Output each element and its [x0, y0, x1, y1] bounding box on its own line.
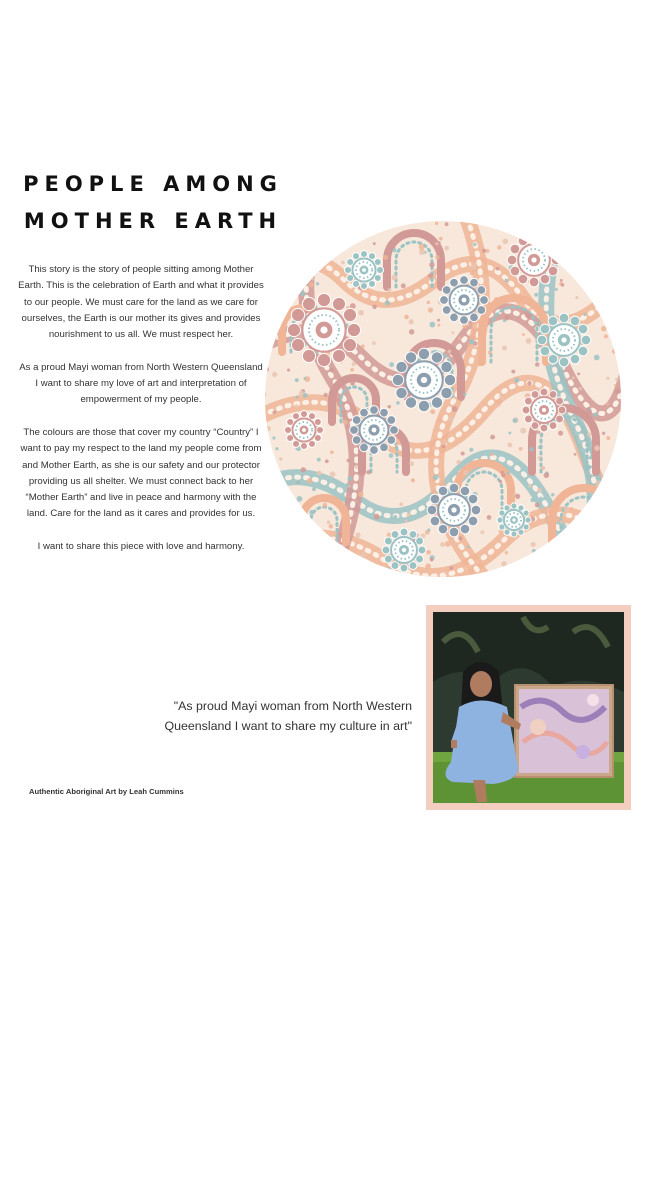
artwork-circle: [264, 220, 622, 578]
artist-quote: [130, 696, 412, 736]
quote-line-1: "As proud Mayi woman from North Western: [173, 699, 412, 713]
artist-credit: Authentic Aboriginal Art by Leah Cummins: [29, 787, 184, 796]
page-title: [0, 166, 306, 240]
title-line-1: PEOPLE AMONG: [23, 172, 283, 196]
story-text: [18, 262, 264, 572]
story-paragraph: The colours are those that cover my country “Country” I want to pay my respect to the land my people come from and Mother Earth, as she is our safety and our protector providing us all shelter. We must connect back to her “Mother Earth” and live in peace and harmony with the land. Care for the land as it cares and provides for us.: [20, 426, 262, 520]
artist-photo: [433, 612, 624, 803]
story-paragraph: I want to share this piece with love and harmony.: [37, 541, 245, 553]
quote-line-2: Queensland I want to share my culture in art": [164, 719, 412, 733]
story-paragraph: This story is the story of people sitting among Mother Earth. This is the celebration of Earth and what it provides to our people. We must care for the land as we care for ourselves, the Earth is our mother its gives and provides nourishment to us all. We must respect her.: [18, 264, 264, 341]
story-paragraph: As a proud Mayi woman from North Western Queensland I want to share my love of art and interpretation of empowerment of my people.: [19, 361, 263, 406]
title-line-2: MOTHER EARTH: [23, 209, 283, 233]
artist-photo-frame: [426, 605, 631, 810]
